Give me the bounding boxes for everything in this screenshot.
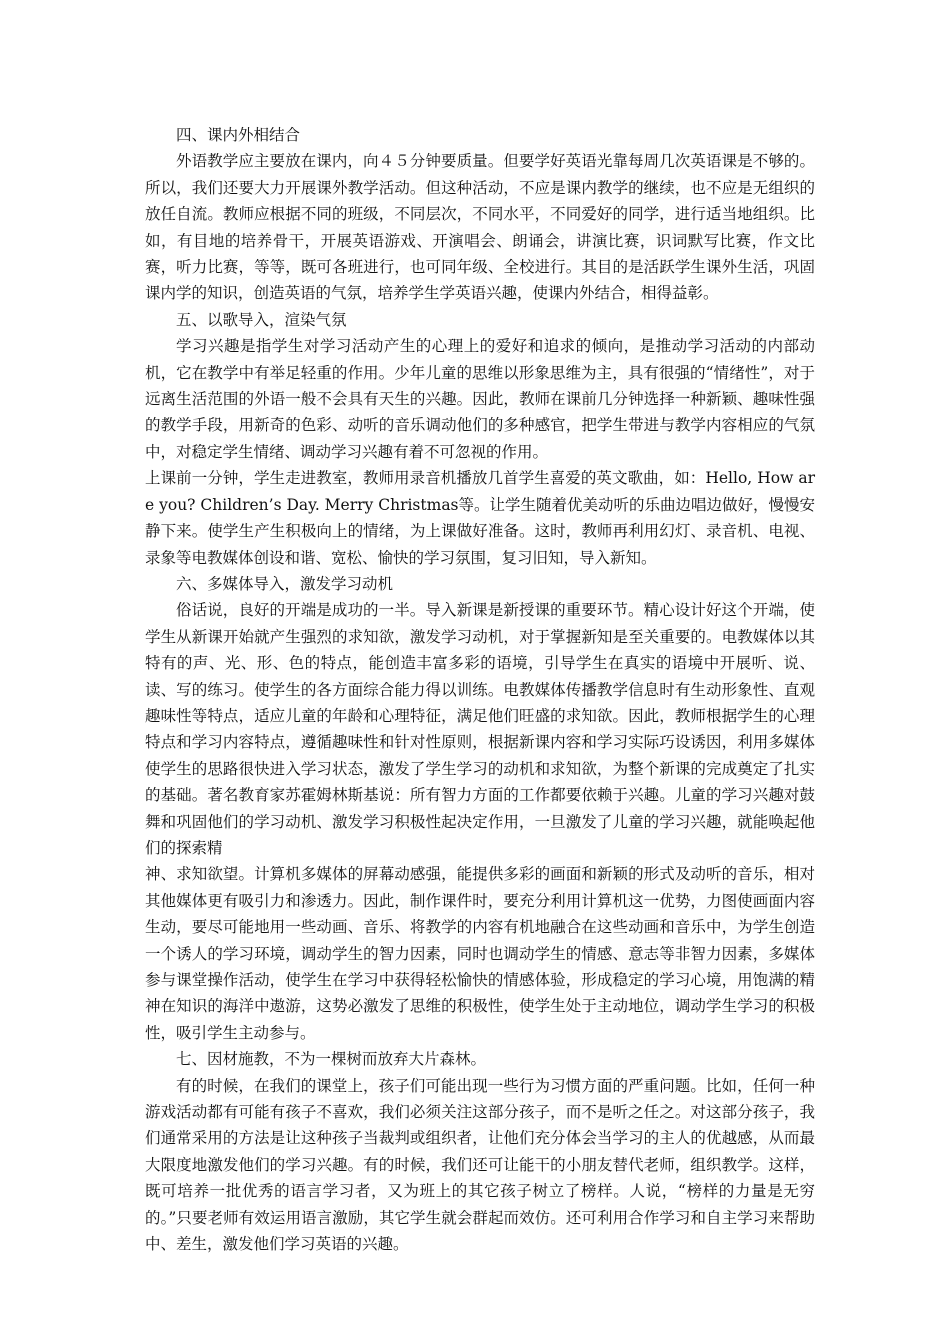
paragraph-section-4: 外语教学应主要放在课内，向４５分钟要质量。但要学好英语光靠每周几次英语课是不够的。所以，我们还要大力开展课外教学活动。但这种活动，不应是课内教学的继续，也不应是无组织的放任自流。教师应根据不同的班级，不同层次，不同水平，不同爱好的同学，进行适当地组织。比如，有目地的培养骨干，开展英语游戏、开演唱会、朗诵会，讲演比赛，识词默写比赛，作文比赛，听力比赛，等等，既可各班进行，也可同年级、全校进行。其目的是活跃学生课外生活，巩固课内学的知识，创造英语的气氛，培养学生学英语兴趣，使课内外结合，相得益彰。: [145, 152, 815, 303]
paragraph-section-5-a: 学习兴趣是指学生对学习活动产生的心理上的爱好和追求的倾向，是推动学习活动的内部动机，它在教学中有举足轻重的作用。少年儿童的思维以形象思维为主，具有很强的“情绪性”，对于远离生活范围的外语一般不会具有天生的兴趣。因此，教师在课前几分钟选择一种新颖、趣味性强的教学手段，用新奇的色彩、动听的音乐调动他们的多种感官，把学生带进与教学内容相应的气氛中，对稳定学生情绪、调动学习兴趣有着不可忽视的作用。: [145, 337, 815, 461]
paragraph-section-6-b: 神、求知欲望。计算机多媒体的屏幕动感强，能提供多彩的画面和新颖的形式及动听的音乐，相对其他媒体更有吸引力和渗透力。因此，制作课件时，要充分利用计算机这一优势，力图使画面内容生动，要尽可能地用一些动画、音乐、将教学的内容有机地融合在这些动画和音乐中，为学生创造一个诱人的学习环境，调动学生的智力因素，同时也调动学生的情感、意志等非智力因素，多媒体参与课堂操作活动，使学生在学习中获得轻松愉快的情感体验，形成稳定的学习心境，用饱满的精神在知识的海洋中遨游，这势必激发了思维的积极性，使学生处于主动地位，调动学生学习的积极性，吸引学生主动参与。: [145, 865, 815, 1042]
section-heading-7: 七、因材施教，不为一棵树而放弃大片森林。: [176, 1050, 487, 1069]
paragraph-section-7: 有的时候，在我们的课堂上，孩子们可能出现一些行为习惯方面的严重问题。比如，任何一种游戏活动都有可能有孩子不喜欢，我们必须关注这部分孩子，而不是听之任之。对这部分孩子，我们通常采用的方法是让这种孩子当裁判或组织者，让他们充分体会当学习的主人的优越感，从而最大限度地激发他们的学习兴趣。有的时候，我们还可让能干的小朋友替代老师，组织教学。这样，既可培养一批优秀的语言学习者，又为班上的其它孩子树立了榜样。人说，“榜样的力量是无穷的。”只要老师有效运用语言激励，其它学生就会群起而效仿。还可利用合作学习和自主学习来帮助中、差生，激发他们学习英语的兴趣。: [145, 1076, 815, 1254]
document-body: [145, 122, 815, 1257]
section-heading-6: 六、多媒体导入，激发学习动机: [176, 574, 394, 593]
paragraph-section-6-a: 俗话说，良好的开端是成功的一半。导入新课是新授课的重要环节。精心设计好这个开端，使学生从新课开始就产生强烈的求知欲，激发学习动机，对于掌握新知是至关重要的。电教媒体以其特有的声、光、形、色的特点，能创造丰富多彩的语境，引导学生在真实的语境中开展听、说、读、写的练习。使学生的各方面综合能力得以训练。电教媒体传播教学信息时有生动形象性、直观趣味性等特点，适应儿童的年龄和心理特征，满足他们旺盛的求知欲。因此，教师根据学生的心理特点和学习内容特点，遵循趣味性和针对性原则，根据新课内容和学习实际巧设诱因，利用多媒体使学生的思路很快进入学习状态，激发了学生学习的动机和求知欲，为整个新课的完成奠定了扎实的基础。著名教育家苏霍姆林斯基说：所有智力方面的工作都要依赖于兴趣。儿童的学习兴趣对鼓舞和巩固他们的学习动机、激发学习积极性起决定作用，一旦激发了儿童的学习兴趣，就能唤起他们的探索精: [145, 601, 815, 857]
section-heading-5: 五、以歌导入，渲染气氛: [176, 310, 347, 329]
paragraph-section-5-b: 上课前一分钟，学生走进教室，教师用录音机播放几首学生喜爱的英文歌曲，如：Hello, How are you? Children’s Day. Merry Christmas等。让学生随着优美动听的乐曲边唱边做好，慢慢安静下来。使学生产生积极向上的情绪，为上课做好准备。这时，教师再利用幻灯、录音机、电视、录象等电教媒体创设和谐、宽松、愉快的学习氛围，复习旧知，导入新知。: [145, 469, 816, 567]
section-heading-4: 四、课内外相结合: [176, 126, 301, 144]
